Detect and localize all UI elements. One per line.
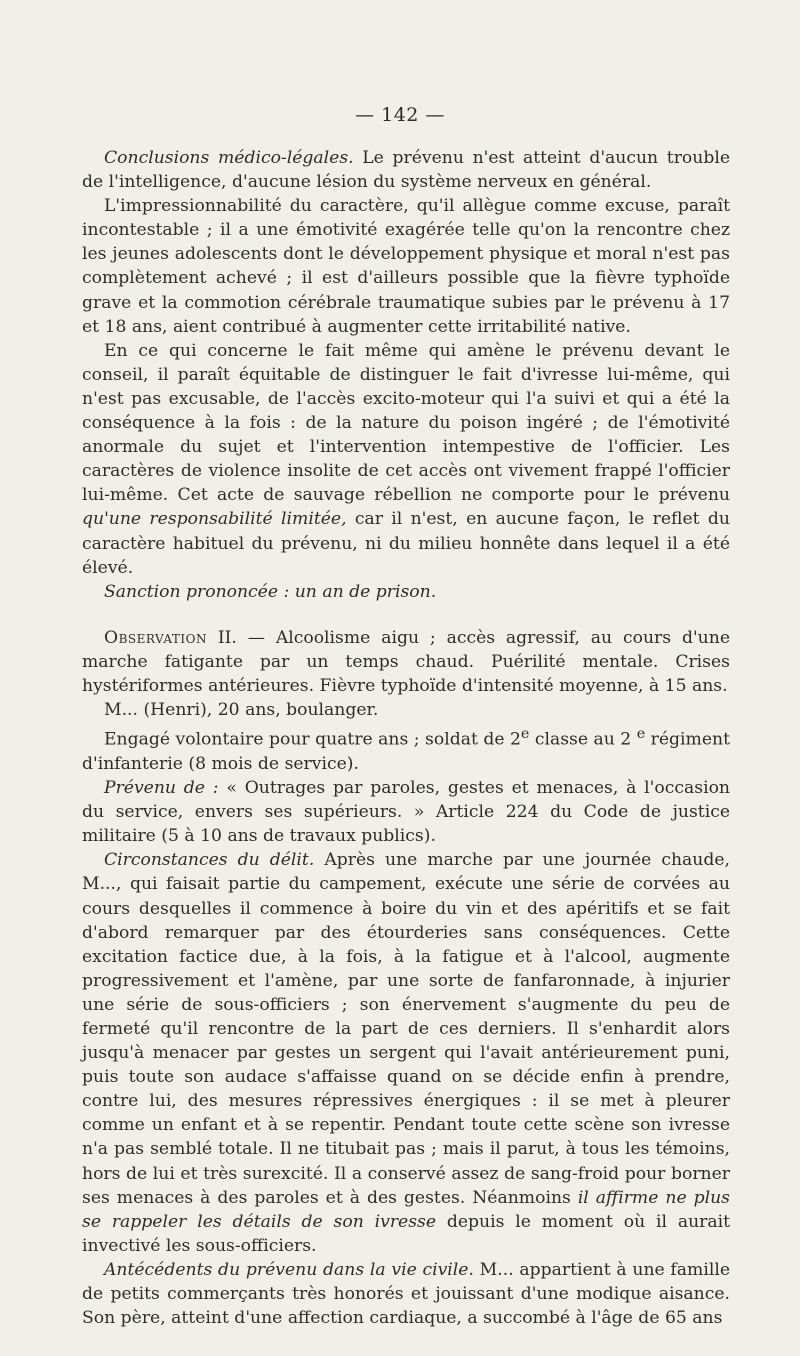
italic-phrase: qu'une responsabilité limitée, — [82, 509, 347, 530]
paragraph-impressionnabilite — [82, 194, 730, 339]
paragraph-text: M... appartient à une famille de petits commerçants très honorés et jouissant d'une modique aisance. Son père, atteint d'une affection cardiaque, a succombé à l'âge de 65 ans — [82, 1259, 730, 1329]
paragraph-text: régiment d'infanterie (8 mois de service). — [82, 729, 730, 774]
paragraph-sanction — [82, 580, 730, 604]
paragraph-identite — [82, 698, 730, 722]
page-number: — 142 — — [355, 104, 445, 126]
paragraph-antecedents — [82, 1258, 730, 1330]
paragraph-text: II. — Alcoolisme aigu ; accès agressif, au cours d'une marche fatigante par un temps chaud. Puérilité mentale. Crises hystériformes antérieures. Fièvre typhoïde d'intensité moyenne, à 15 ans. — [82, 627, 730, 696]
paragraph-text: « Outrages par paroles, gestes et menaces, à l'occasion du service, envers ses supérieurs. » Article 224 du Code de justice militaire (5 à 10 ans de travaux publics). — [82, 778, 730, 847]
paragraph-text: L'impressionnabilité du caractère, qu'il allègue comme excuse, paraît incontestable ; il a une émotivité exagérée telle qu'on la rencontre chez les jeunes adolescents dont le développement physique et moral n'est pas complètement achevé ; il est d'ailleurs possible que la fièvre typhoïde grave et la commotion cérébrale traumatique subies par le prévenu à 17 et 18 ans, aient contribué à augmenter cette irritabilité native. — [82, 196, 730, 337]
section-heading-circonstances: Circonstances du délit. — [104, 850, 315, 871]
paragraph-text: En ce qui concerne le fait même qui amène le prévenu devant le conseil, il paraît équitable de distinguer le fait d'ivresse lui-même, qui n'est pas excusable, de l'accès excito-moteur qui l'a suivi et qui a été la conséquence à la fois : de la nature du poison ingéré ; de l'émotivité anormale du sujet et l'intervention intempestive de l'officier. Les caractères de violence insolite de cet accès ont vivement frappé l'officier lui-même. Cet acte de sauvage rébellion ne comporte pour le prévenu — [82, 340, 730, 506]
paragraph-text: Engagé volontaire pour quatre ans ; soldat de 2 — [104, 729, 521, 750]
italic-phrase: il affirme ne plus se rappeler les détails de son ivresse — [82, 1187, 730, 1232]
paragraph-text: car il n'est, en aucune façon, le reflet du caractère habituel du prévenu, ni du milieu honnête dans lequel il a été élevé. — [82, 509, 730, 578]
paragraph-text: classe au 2 — [529, 729, 637, 750]
paragraph-observation — [82, 626, 730, 698]
superscript: e — [520, 726, 530, 743]
observation-heading: Observation — [104, 627, 207, 648]
paragraph-text: Après une marche par une journée chaude, M..., qui faisait partie du campement, exécute une série de corvées au cours desquelles il commence à boire du vin et des apéritifs et se fait d'abord remarquer par des étourderies sans conséquences. Cette excitation factice due, à la fois, à la fatigue et à l'alcool, augmente progressivement et l'amène, par une sorte de fanfaronnade, à injurier une série de sous-officiers ; son énervement s'augmente du peu de fermeté qu'il rencontre de la part de ces derniers. Il s'enhardit alors jusqu'à menacer par gestes un sergent qui l'avait antérieurement puni, puis toute son audace s'affaisse quand on se décide enfin à prendre, contre lui, des mesures répressives énergiques : il se met à pleurer comme un enfant et à se repentir. Pendant toute cette scène son ivresse n'a pas semblé totale. Il ne titubait pas ; mais il parut, à tous les témoins, hors de lui et très surexcité. Il a conservé assez de sang-froid pour borner ses menaces à des paroles et à des gestes. Néanmoins — [82, 850, 730, 1208]
sanction-text: Sanction prononcée : un an de prison. — [104, 581, 437, 602]
section-heading-prevenu: Prévenu de : — [104, 778, 219, 799]
section-heading-antecedents: Antécédents du prévenu dans la vie civile. — [104, 1259, 474, 1280]
superscript: e — [636, 726, 646, 743]
paragraph-conclusions — [82, 146, 730, 194]
section-heading-conclusions: Conclusions médico-légales. — [104, 148, 354, 168]
paragraph-prevenu — [82, 776, 730, 848]
paragraph-text: M... (Henri), 20 ans, boulanger. — [104, 700, 379, 721]
paragraph-conseil — [82, 339, 730, 580]
paragraph-text: depuis le moment où il aurait invectivé les sous-officiers. — [82, 1211, 731, 1256]
paragraph-circonstances — [82, 848, 730, 1258]
paragraph-text: Le prévenu n'est atteint d'aucun trouble de l'intelligence, d'aucune lésion du système nerveux en général. — [82, 148, 730, 193]
paragraph-engagement — [82, 722, 730, 776]
body-text — [82, 146, 730, 1330]
